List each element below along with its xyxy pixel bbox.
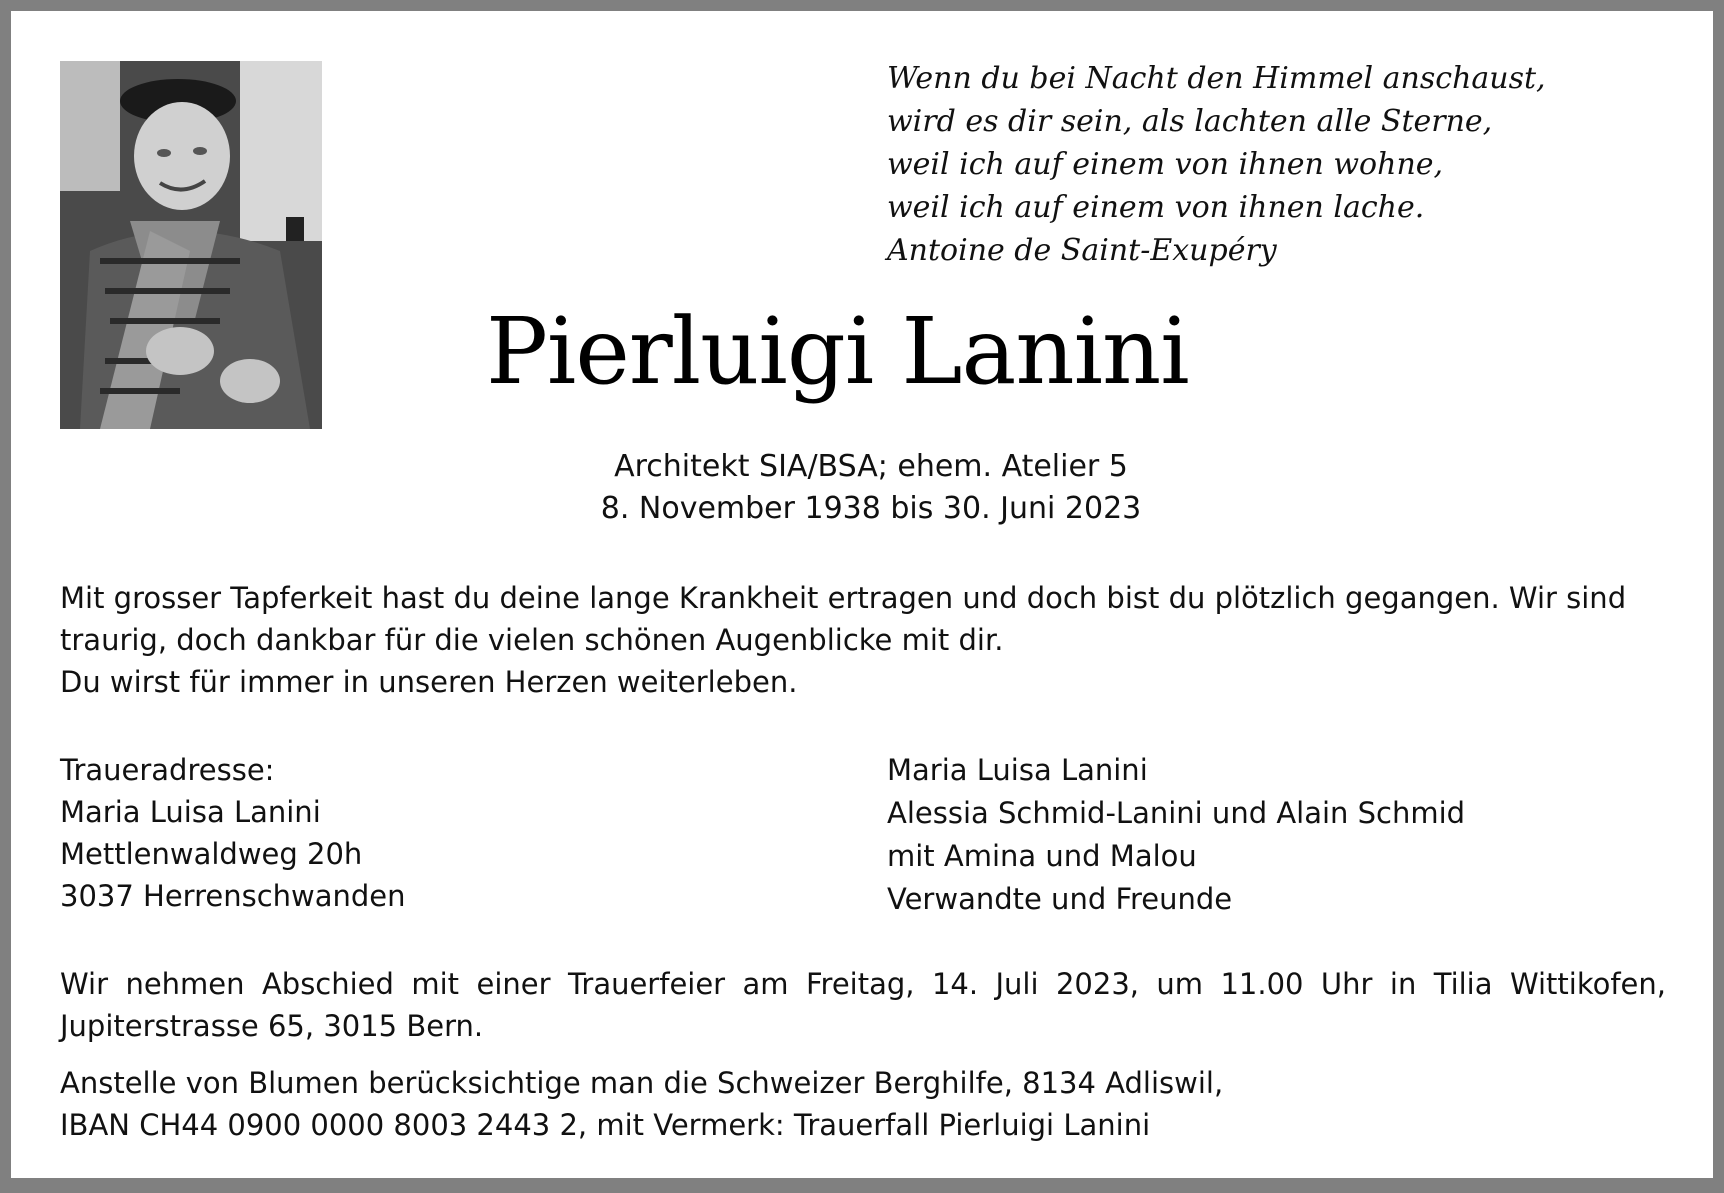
portrait-photo bbox=[60, 61, 322, 429]
address-line: 3037 Herrenschwanden bbox=[60, 879, 406, 913]
donation-info bbox=[60, 1062, 1223, 1146]
mourning-address bbox=[60, 749, 406, 917]
farewell-message bbox=[60, 577, 1626, 703]
message-line: Du wirst für immer in unseren Herzen weiterleben. bbox=[60, 665, 798, 699]
portrait-image bbox=[60, 61, 322, 429]
poem-line: wird es dir sein, als lachten alle Sterne, bbox=[887, 104, 1493, 139]
donation-line: IBAN CH44 0900 0000 8003 2443 2, mit Vermerk: Trauerfall Pierluigi Lanini bbox=[60, 1108, 1151, 1142]
poem-quote bbox=[887, 57, 1546, 272]
ceremony-info: Wir nehmen Abschied mit einer Trauerfeier am Freitag, 14. Juli 2023, um 11.00 Uhr in Tilia Wittikofen, Jupiterstrasse 65, 3015 Bern. bbox=[60, 967, 1666, 1043]
family-members bbox=[887, 749, 1465, 921]
address-line: Maria Luisa Lanini bbox=[60, 795, 321, 829]
poem-line: Wenn du bei Nacht den Himmel anschaust, bbox=[887, 61, 1546, 96]
profession: Architekt SIA/BSA; ehem. Atelier 5 bbox=[614, 449, 1128, 484]
poem-line: weil ich auf einem von ihnen wohne, bbox=[887, 147, 1444, 182]
life-dates: 8. November 1938 bis 30. Juni 2023 bbox=[600, 491, 1142, 526]
poem-line: weil ich auf einem von ihnen lache. bbox=[887, 190, 1425, 225]
family-line: Maria Luisa Lanini bbox=[887, 753, 1148, 787]
address-line: Mettlenwaldweg 20h bbox=[60, 837, 363, 871]
family-line: Verwandte und Freunde bbox=[887, 882, 1233, 916]
address-heading: Traueradresse: bbox=[60, 753, 275, 787]
message-line: Mit grosser Tapferkeit hast du deine lange Krankheit ertragen und doch bist du plötzlich gegangen. Wir sind bbox=[60, 581, 1627, 615]
deceased-name: Pierluigi Lanini bbox=[486, 298, 1189, 405]
family-line: Alessia Schmid-Lanini und Alain Schmid bbox=[887, 796, 1466, 830]
family-line: mit Amina und Malou bbox=[887, 839, 1197, 873]
poem-author: Antoine de Saint-Exupéry bbox=[887, 233, 1277, 268]
message-line: traurig, doch dankbar für die vielen schönen Augenblicke mit dir. bbox=[60, 623, 1004, 657]
donation-line: Anstelle von Blumen berücksichtige man die Schweizer Berghilfe, 8134 Adliswil, bbox=[60, 1066, 1224, 1100]
obituary-page bbox=[11, 11, 1713, 1178]
